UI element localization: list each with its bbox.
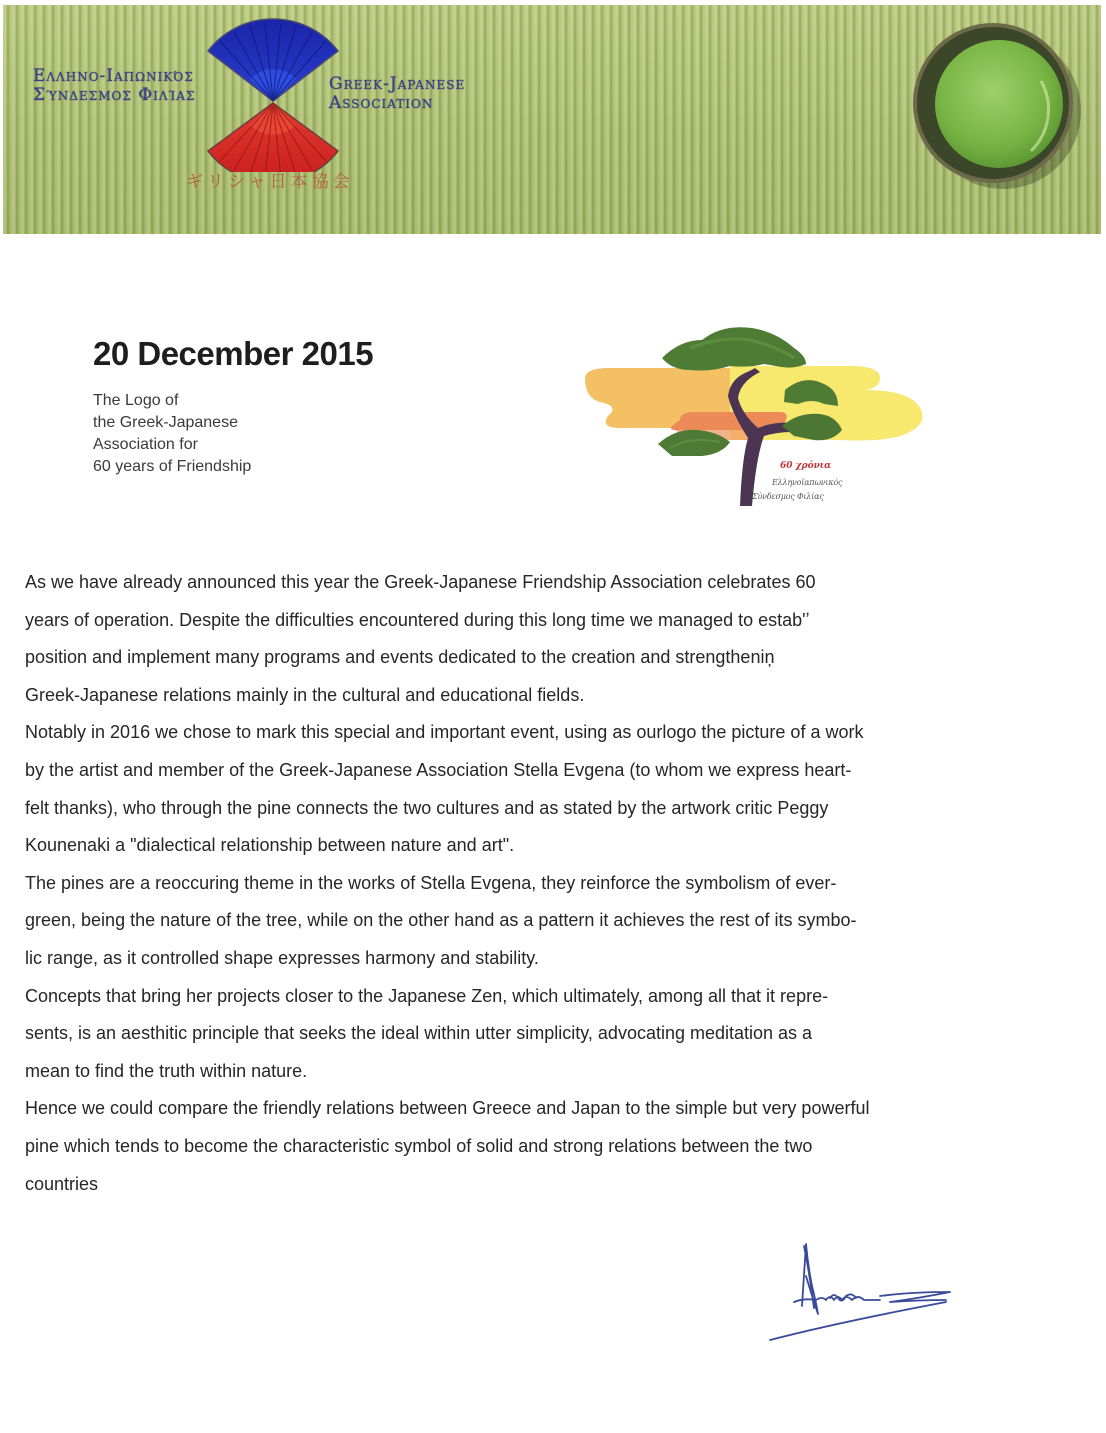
association-fan-logo	[198, 17, 348, 172]
letter-line: As we have already announced this year the Greek-Japanese Friendship Association celebrates 60	[25, 572, 816, 592]
letter-line: Hence we could compare the friendly relations between Greece and Japan to the simple but very powerful	[25, 1098, 870, 1119]
english-name-line1: Greek-Japanese	[329, 74, 466, 94]
logo-caption-line: The Logo of	[93, 392, 179, 409]
letter-line: The pines are a reoccuring theme in the works of Stella Evgena, they reinforce the symbolism of ever-	[25, 872, 837, 893]
english-association-name	[329, 75, 465, 113]
greek-name-line1: Ελληνο-Ιαπωνικός	[33, 66, 194, 86]
greek-association-name	[33, 67, 195, 105]
letter-line: lic range, as it controlled shape expresses harmony and stability.	[25, 947, 539, 968]
anniversary-pine-logo	[580, 318, 935, 513]
handwritten-signature	[760, 1236, 960, 1346]
letter-line: position and implement many programs and events dedicated to the creation and strengtheniņ	[25, 647, 775, 668]
letter-line: Concepts that bring her projects closer to the Japanese Zen, which ultimately, among all that it repre-	[25, 985, 829, 1006]
letter-body	[25, 564, 1095, 1203]
anniversary-script-line2: Σύνδεσμος Φιλίας	[752, 492, 824, 501]
letter-date: 20 December 2015	[93, 335, 374, 372]
matcha-bowl-image	[911, 21, 1081, 191]
letter-line: countries	[25, 1173, 99, 1194]
logo-caption	[93, 390, 251, 478]
letter-line: Notably in 2016 we chose to mark this special and important event, using as ourlogo the picture of a work	[25, 722, 864, 743]
header-banner	[3, 5, 1101, 234]
letter-line: green, being the nature of the tree, while on the other hand as a pattern it achieves the rest of its symbo-	[25, 910, 857, 931]
logo-caption-line: Association for	[93, 436, 198, 453]
letter-line: felt thanks), who through the pine connects the two cultures and as stated by the artwork critic Peggy	[25, 797, 829, 818]
letter-line: by the artist and member of the Greek-Japanese Association Stella Evgena (to whom we express heart-	[25, 759, 852, 780]
logo-caption-line: the Greek-Japanese	[93, 414, 238, 431]
letter-line: pine which tends to become the characteristic symbol of solid and strong relations between the two	[25, 1135, 813, 1156]
letter-line: mean to find the truth within nature.	[25, 1060, 308, 1081]
english-name-line2: Association	[329, 93, 434, 113]
anniversary-script-line1: Ελληνοϊαπωνικός	[772, 478, 843, 487]
logo-caption-line: 60 years of Friendship	[93, 458, 252, 475]
letter-line: sents, is an aesthitic principle that seeks the ideal within utter simplicity, advocating meditation as a	[25, 1023, 813, 1044]
letter-line: years of operation. Despite the difficulties encountered during this long time we managed to estab'ʼ	[25, 609, 810, 630]
anniversary-years-text: 60 χρόνια	[780, 461, 832, 471]
japanese-association-name: ギリシャ日本協会	[186, 172, 354, 191]
letter-line: Kounenaki a "dialectical relationship between nature and art".	[25, 835, 515, 856]
letter-line: Greek-Japanese relations mainly in the cultural and educational fields.	[25, 684, 585, 705]
greek-name-line2: Σύνδεσμος Φιλίας	[33, 85, 196, 105]
